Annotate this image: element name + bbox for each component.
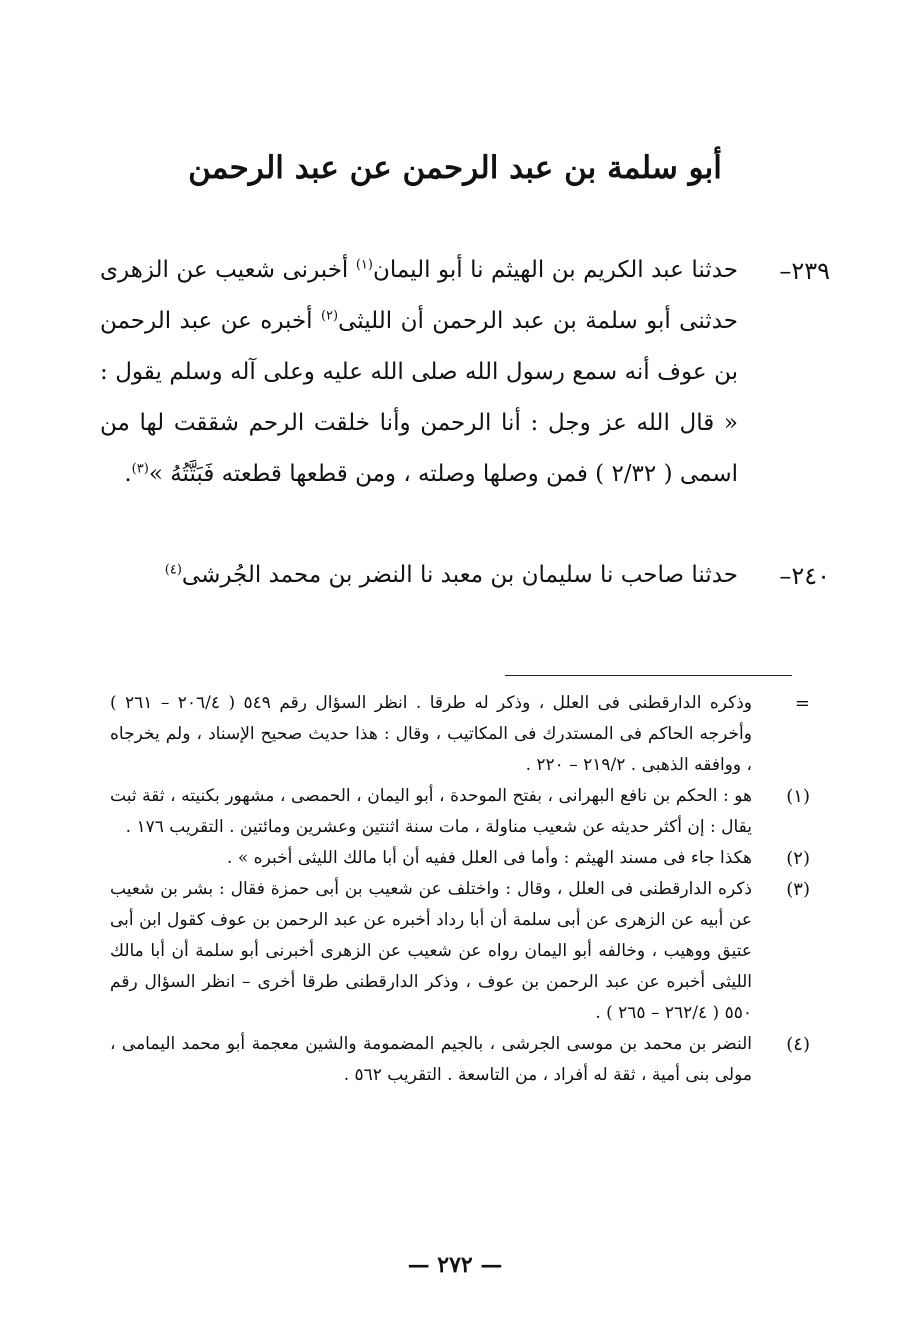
footnote-divider	[505, 675, 792, 676]
footnote-mark: (١)	[786, 786, 810, 807]
footnote-mark: =	[794, 693, 810, 714]
footnote-2	[110, 843, 810, 874]
footnote-mark: (٣)	[786, 879, 810, 900]
footnote-3	[110, 874, 810, 1029]
hadith-240	[100, 550, 830, 601]
hadith-text-part: .	[124, 461, 132, 487]
hadith-239	[100, 245, 830, 500]
footnote-ref: (٤)	[164, 562, 182, 578]
hadith-text-part: أخبره عن عبد الرحمن بن عوف أنه سمع رسول الله صلى الله عليه وعلى آله وسلم يقول : « قال الله عز وجل : أنا الرحمن وأنا خلقت الرحم شققت لها من اسمى ( ٢/٣٢ ) فمن وصلها وصلته ، ومن قطعها قطعته فَبَتَّتُهُ »	[100, 308, 738, 487]
footnote-1	[110, 781, 810, 843]
footnote-continued	[110, 688, 810, 781]
footnote-text: النضر بن محمد بن موسى الجرشى ، بالجيم المضمومة والشين معجمة أبو محمد اليمامى ، مولى بنى أمية ، ثقة له أفراد ، من التاسعة . التقريب ٥٦٢ .	[110, 1034, 752, 1085]
hadith-text	[100, 245, 738, 500]
footnote-text: وذكره الدارقطنى فى العلل ، وذكر له طرقا . انظر السؤال رقم ٥٤٩ ( ٢٠٦/٤ – ٢٦١ ) وأخرجه الحاكم فى المستدرك فى المكاتيب ، وقال : هذا حديث صحيح الإسناد ، ولم يخرجاه ، ووافقه الذهبى . ٢١٩/٢ – ٢٢٠ .	[110, 693, 752, 775]
footnote-text: ذكره الدارقطنى فى العلل ، وقال : واختلف عن شعيب بن أبى حمزة فقال : بشر بن شعيب عن أبيه عن الزهرى عن أبى سلمة أن أبا رداد أخبره عن عبد الرحمن بن عوف كقول ابن أبى عتيق ووهيب ، وخالفه أبو اليمان رواه عن شعيب عن الزهرى أخبرنى أبو سلمة أن أبا مالك الليثى أخبره عن عبد الرحمن بن عوف ، وذكر الدارقطنى طرقا أخرى – انظر السؤال رقم ٥٥٠ ( ٢٦٢/٤ – ٢٦٥ ) .	[110, 879, 752, 1023]
hadith-text	[100, 550, 738, 601]
hadith-text-part: حدثنا صاحب نا سليمان بن معبد نا النضر بن محمد الجُرشى	[181, 562, 738, 588]
page-title: أبو سلمة بن عبد الرحمن عن عبد الرحمن	[188, 150, 722, 186]
footnote-ref: (٢)	[320, 308, 339, 324]
footnote-mark: (٤)	[786, 1034, 810, 1055]
hadith-number: ٢٤٠–	[779, 562, 830, 590]
footnote-ref: (١)	[355, 257, 373, 273]
footnote-text: هو : الحكم بن نافع البهرانى ، بفتح الموحدة ، أبو اليمان ، الحمصى ، مشهور بكنيته ، ثقة ثبت يقال : إن أكثر حديثه عن شعيب مناولة ، مات سنة اثنتين وعشرين ومائتين . التقريب ١٧٦ .	[110, 786, 752, 837]
footnotes	[110, 688, 810, 1091]
page-number: — ٢٧٢ —	[407, 1252, 503, 1278]
footnote-ref: (٣)	[131, 461, 149, 477]
footnote-4	[110, 1029, 810, 1091]
hadith-text-part: حدثنا عبد الكريم بن الهيثم نا أبو اليمان	[372, 257, 738, 283]
footnote-mark: (٢)	[786, 848, 810, 869]
hadith-text-part: أخبرنى شعيب عن الزهرى حدثنى أبو سلمة بن عبد الرحمن أن الليثى	[100, 257, 738, 334]
footnote-text: هكذا جاء فى مسند الهيثم : وأما فى العلل ففيه أن أبا مالك الليثى أخبره » .	[227, 848, 752, 868]
hadith-number: ٢٣٩–	[779, 257, 830, 285]
